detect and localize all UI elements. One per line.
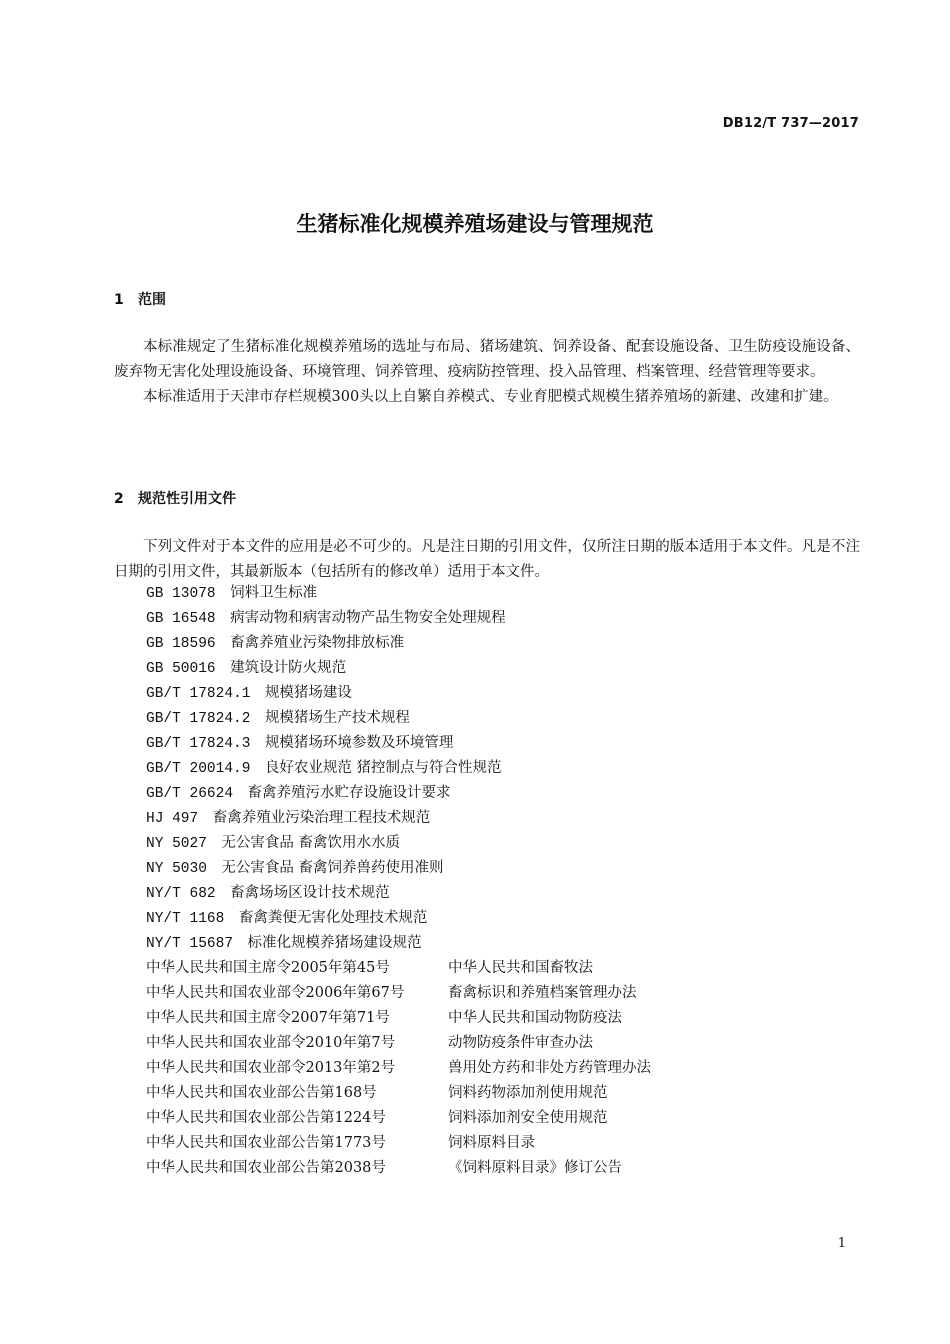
standard-reference-item xyxy=(146,731,651,756)
standard-reference-item xyxy=(146,581,651,606)
standard-name: 畜禽粪便无害化处理技术规范 xyxy=(238,910,428,926)
regulation-reference-item xyxy=(146,1006,651,1031)
standard-name: 规模猪场环境参数及环境管理 xyxy=(264,735,454,751)
standard-code: NY 5027 xyxy=(146,836,207,852)
regulation-reference-item xyxy=(146,981,651,1006)
regulation-name: 动物防疫条件审查办法 xyxy=(448,1035,593,1051)
standard-reference-item xyxy=(146,656,651,681)
standard-code: NY/T 1168 xyxy=(146,911,225,927)
regulation-source: 中华人民共和国农业部令2010年第7号 xyxy=(146,1035,396,1051)
standard-code: GB/T 17824.1 xyxy=(146,686,251,702)
regulation-name: 饲料药物添加剂使用规范 xyxy=(448,1085,608,1101)
standard-name: 畜禽养殖污水贮存设施设计要求 xyxy=(247,785,451,801)
regulation-reference-item xyxy=(146,1081,651,1106)
page-number: 1 xyxy=(837,1236,846,1251)
standard-code: GB/T 20014.9 xyxy=(146,761,251,777)
regulation-source: 中华人民共和国农业部公告第2038号 xyxy=(146,1160,386,1176)
standard-code: GB/T 26624 xyxy=(146,786,234,802)
regulation-source: 中华人民共和国农业部令2013年第2号 xyxy=(146,1060,396,1076)
standard-name: 规模猪场生产技术规程 xyxy=(264,710,410,726)
standard-code: GB 50016 xyxy=(146,661,216,677)
standard-name: 无公害食品 畜禽饲养兽药使用准则 xyxy=(221,860,444,876)
standard-name: 畜禽养殖业污染治理工程技术规范 xyxy=(212,810,431,826)
standard-code: GB 16548 xyxy=(146,611,216,627)
regulation-reference-item xyxy=(146,956,651,981)
standard-reference-item xyxy=(146,681,651,706)
standard-reference-item xyxy=(146,756,651,781)
section-number: 1 xyxy=(114,292,124,308)
regulation-source: 中华人民共和国主席令2007年第71号 xyxy=(146,1010,390,1026)
regulation-source: 中华人民共和国农业部公告第1224号 xyxy=(146,1110,386,1126)
standard-name: 无公害食品 畜禽饮用水水质 xyxy=(221,835,401,851)
paragraph: 本标准适用于天津市存栏规模300头以上自繁自养模式、专业育肥模式规模生猪养殖场的新建、改建和扩建。 xyxy=(143,389,838,405)
standard-reference-item xyxy=(146,856,651,881)
regulation-reference-item xyxy=(146,1156,651,1181)
regulation-name: 《饲料原料目录》修订公告 xyxy=(448,1160,622,1176)
standard-name: 病害动物和病害动物产品生物安全处理规程 xyxy=(230,610,506,626)
standard-reference-item xyxy=(146,631,651,656)
standard-name: 畜禽场场区设计技术规范 xyxy=(230,885,390,901)
standard-reference-item xyxy=(146,831,651,856)
standard-name: 良好农业规范 猪控制点与符合性规范 xyxy=(264,760,502,776)
regulation-source: 中华人民共和国主席令2005年第45号 xyxy=(146,960,390,976)
page-title: 生猪标准化规模养殖场建设与管理规范 xyxy=(296,212,654,236)
standard-code: NY 5030 xyxy=(146,861,207,877)
standard-reference-item xyxy=(146,606,651,631)
regulation-name: 饲料添加剂安全使用规范 xyxy=(448,1110,608,1126)
standard-code: NY/T 15687 xyxy=(146,936,234,952)
regulation-source: 中华人民共和国农业部公告第168号 xyxy=(146,1085,377,1101)
section-2-intro xyxy=(114,535,860,585)
regulation-reference-item xyxy=(146,1056,651,1081)
regulation-reference-item xyxy=(146,1131,651,1156)
regulation-name: 兽用处方药和非处方药管理办法 xyxy=(448,1060,651,1076)
standard-code: GB/T 17824.3 xyxy=(146,736,251,752)
section-1-heading xyxy=(114,289,166,309)
standard-reference-item xyxy=(146,781,651,806)
standard-reference-item xyxy=(146,806,651,831)
regulation-source: 中华人民共和国农业部公告第1773号 xyxy=(146,1135,386,1151)
paragraph: 本标准规定了生猪标准化规模养殖场的选址与布局、猪场建筑、饲养设备、配套设施设备、卫生防疫设施设备、废弃物无害化处理设施设备、环境管理、饲养管理、疫病防控管理、投入品管理、档案管理、经营管理等要求。 xyxy=(114,339,860,380)
section-1-body xyxy=(114,335,860,410)
standard-name: 标准化规模养猪场建设规范 xyxy=(247,935,422,951)
regulation-name: 中华人民共和国畜牧法 xyxy=(448,960,593,976)
standard-name: 饲料卫生标准 xyxy=(230,585,318,601)
standard-reference-item xyxy=(146,931,651,956)
standard-name: 畜禽养殖业污染物排放标准 xyxy=(230,635,405,651)
standard-code: DB12/T 737—2017 xyxy=(722,116,859,131)
regulation-reference-item xyxy=(146,1031,651,1056)
standard-name: 规模猪场建设 xyxy=(264,685,352,701)
section-2-heading xyxy=(114,488,236,508)
paragraph: 下列文件对于本文件的应用是必不可少的。凡是注日期的引用文件，仅所注日期的版本适用于本文件。凡是不注日期的引用文件，其最新版本（包括所有的修改单）适用于本文件。 xyxy=(114,539,860,580)
regulation-name: 畜禽标识和养殖档案管理办法 xyxy=(448,985,637,1001)
standard-reference-item xyxy=(146,881,651,906)
reference-list xyxy=(146,581,651,1181)
regulation-reference-item xyxy=(146,1106,651,1131)
standard-code: NY/T 682 xyxy=(146,886,216,902)
section-title: 范围 xyxy=(138,292,166,308)
regulation-source: 中华人民共和国农业部令2006年第67号 xyxy=(146,985,405,1001)
section-number: 2 xyxy=(114,491,124,507)
section-title: 规范性引用文件 xyxy=(138,491,236,507)
standard-code: HJ 497 xyxy=(146,811,199,827)
standard-code: GB 13078 xyxy=(146,586,216,602)
standard-code: GB/T 17824.2 xyxy=(146,711,251,727)
standard-name: 建筑设计防火规范 xyxy=(230,660,347,676)
standard-reference-item xyxy=(146,906,651,931)
standard-reference-item xyxy=(146,706,651,731)
regulation-name: 饲料原料目录 xyxy=(448,1135,535,1151)
regulation-name: 中华人民共和国动物防疫法 xyxy=(448,1010,622,1026)
standard-code: GB 18596 xyxy=(146,636,216,652)
